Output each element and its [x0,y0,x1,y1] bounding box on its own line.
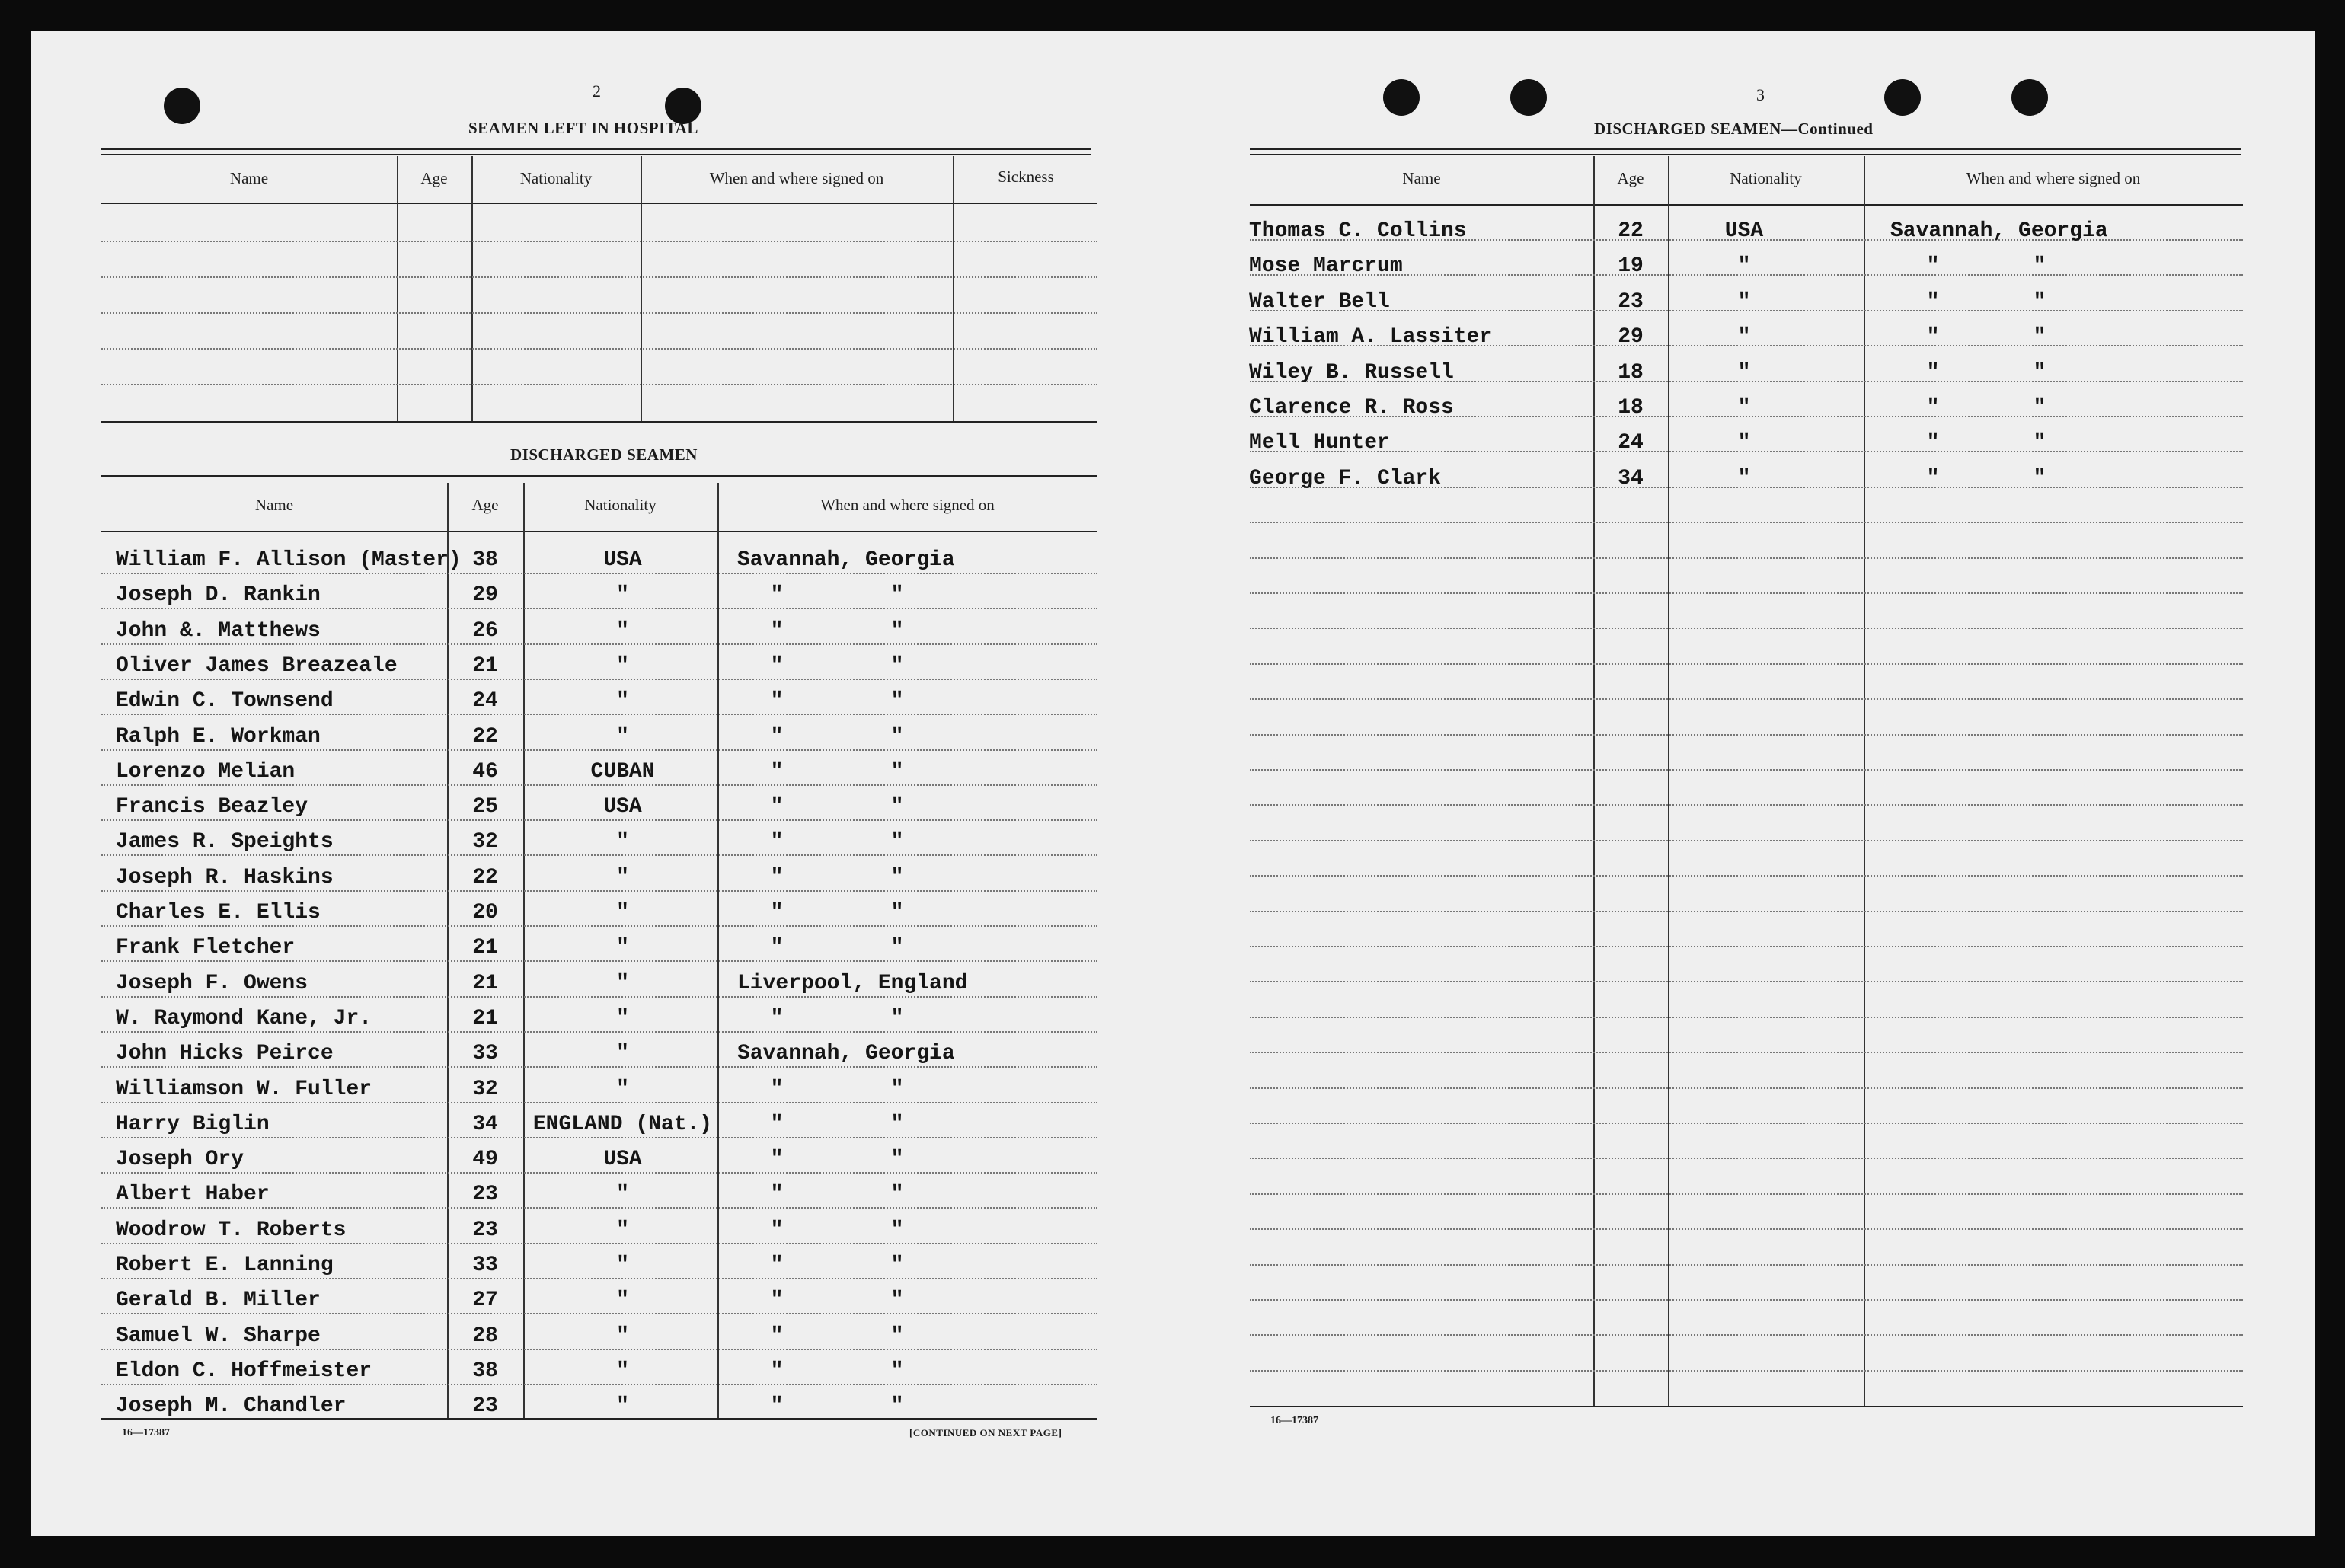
seaman-nationality: USA [1724,219,1764,243]
entry-line [1250,557,2243,559]
seaman-name: Mose Marcrum [1249,254,1403,278]
signed-on-place: " [770,654,784,678]
entry-line [1250,734,2243,736]
entry-line [101,749,1097,751]
signed-on-place: " [1926,361,1940,385]
seaman-name: Edwin C. Townsend [116,689,334,713]
signed-on-place-ditto: " [2033,290,2046,314]
entry-line [101,1243,1097,1244]
signed-on-place-ditto: " [2033,431,2046,455]
seaman-age: 18 [1618,396,1644,420]
seaman-age: 21 [472,972,498,995]
seaman-age: 33 [472,1042,498,1065]
signed-on-place-ditto: " [890,1148,904,1171]
seaman-age: 18 [1618,361,1644,385]
column-header-name: Name [254,496,294,514]
seaman-age: 25 [472,795,498,819]
signed-on-place-ditto: " [2033,467,2046,490]
entry-line [1250,875,2243,877]
entry-line [1250,1264,2243,1266]
seaman-name: Woodrow T. Roberts [116,1218,347,1242]
signed-on-place: " [770,583,784,607]
signed-on-place: " [770,936,784,960]
signed-on-place: " [770,1394,784,1418]
seaman-name: Williamson W. Fuller [116,1078,372,1101]
signed-on-place-ditto: " [890,583,904,607]
signed-on-place: " [1926,431,1940,455]
entry-line [101,1031,1097,1033]
entry-line [101,312,1097,314]
entry-line [101,925,1097,927]
title-suffix: —Continued [1781,120,1874,138]
seaman-nationality: " [616,1359,629,1383]
entry-line [1250,1299,2243,1301]
entry-line [1250,522,2243,523]
seaman-nationality: " [1737,431,1751,455]
seaman-nationality: " [1737,254,1751,278]
rule [101,421,1097,423]
signed-on-place-ditto: " [890,1253,904,1277]
signed-on-place: " [770,725,784,749]
seaman-age: 29 [1618,325,1644,349]
seaman-nationality: " [616,1042,629,1065]
seaman-age: 24 [472,689,498,713]
entry-line [101,679,1097,680]
signed-on-place: " [770,795,784,819]
seaman-nationality: " [616,830,629,854]
entry-line [1250,1370,2243,1372]
seaman-nationality: " [616,1007,629,1030]
seaman-name: Walter Bell [1249,290,1390,314]
signed-on-place: " [1926,254,1940,278]
signed-on-place-ditto: " [890,936,904,960]
seaman-age: 22 [472,866,498,889]
column-divider [953,156,954,421]
signed-on-place: " [770,1183,784,1206]
seaman-name: John &. Matthews [116,619,321,643]
entry-line [101,643,1097,645]
seaman-name: Wiley B. Russell [1249,361,1454,385]
column-header-signed-on: When and where signed on [709,169,884,187]
signed-on-place: " [770,1113,784,1136]
seaman-age: 46 [472,760,498,784]
column-header-nationality: Nationality [1730,169,1802,187]
seaman-nationality: " [616,689,629,713]
entry-line [101,784,1097,786]
seaman-nationality: " [616,1289,629,1312]
header-rule [101,531,1097,532]
seaman-name: Oliver James Breazeale [116,654,398,678]
entry-line [1250,946,2243,947]
column-divider [397,156,398,421]
seaman-name: Joseph D. Rankin [116,583,321,607]
signed-on-place: " [770,866,784,889]
entry-line [1250,1228,2243,1230]
seaman-nationality: USA [603,795,642,819]
seaman-age: 21 [472,1007,498,1030]
seaman-nationality: " [616,866,629,889]
seaman-name: Francis Beazley [116,795,308,819]
seaman-nationality: " [616,901,629,925]
signed-on-place: " [770,830,784,854]
seaman-nationality: USA [603,1148,642,1171]
seaman-name: Harry Biglin [116,1113,270,1136]
page-number: 3 [1756,85,1765,104]
entry-line [101,1278,1097,1279]
seaman-name: Mell Hunter [1249,431,1390,455]
signed-on-place-ditto: " [890,1078,904,1101]
seaman-name: Joseph F. Owens [116,972,308,995]
column-header-signed-on: When and where signed on [1966,169,2141,187]
document-sheet [31,31,2315,1536]
entry-line [1250,804,2243,806]
column-header-age: Age [471,496,499,514]
form-number: 16—17387 [122,1427,170,1439]
rule [1250,1406,2243,1407]
seaman-age: 19 [1618,254,1644,278]
entry-line [101,276,1097,278]
section-title-discharged: DISCHARGED SEAMEN [510,445,698,464]
seaman-nationality: " [616,1253,629,1277]
signed-on-place-ditto: " [890,830,904,854]
entry-line [101,573,1097,574]
entry-line [101,241,1097,242]
signed-on-place: " [770,1289,784,1312]
column-header-signed-on: When and where signed on [820,496,995,514]
seaman-age: 34 [472,1113,498,1136]
column-header-name: Name [229,169,269,187]
punch-hole [164,88,200,124]
entry-line [101,714,1097,715]
seaman-nationality: " [616,619,629,643]
entry-line [1250,1123,2243,1124]
seaman-age: 28 [472,1324,498,1348]
entry-line [1250,1052,2243,1053]
signed-on-place: " [770,619,784,643]
seaman-nationality: " [616,1394,629,1418]
seaman-nationality: " [616,1183,629,1206]
column-header-name: Name [1402,169,1441,187]
column-divider [471,156,473,421]
seaman-age: 21 [472,936,498,960]
seaman-nationality: " [1737,396,1751,420]
column-header-age: Age [1617,169,1644,187]
seaman-name: Clarence R. Ross [1249,396,1454,420]
seaman-age: 38 [472,548,498,572]
entry-line [1250,911,2243,912]
seaman-nationality: " [616,1218,629,1242]
signed-on-place-ditto: " [2033,396,2046,420]
section-title-hospital: SEAMEN LEFT IN HOSPITAL [468,119,698,137]
rule [1250,148,2241,150]
signed-on-place-ditto: " [890,1183,904,1206]
seaman-name: W. Raymond Kane, Jr. [116,1007,372,1030]
signed-on-place-ditto: " [890,1218,904,1242]
seaman-nationality: " [616,725,629,749]
header-rule [101,203,1097,204]
seaman-nationality: CUBAN [590,760,655,784]
signed-on-place-ditto: " [890,725,904,749]
seaman-age: 23 [472,1183,498,1206]
seaman-name: William F. Allison (Master) [116,548,462,572]
punch-hole [2011,79,2048,116]
entry-line [101,384,1097,385]
form-number: 16—17387 [1270,1415,1318,1426]
seaman-name: Lorenzo Melian [116,760,296,784]
seaman-age: 22 [1618,219,1644,243]
entry-line [1250,1158,2243,1159]
punch-hole [1510,79,1547,116]
continued-note: [CONTINUED ON NEXT PAGE] [909,1427,1062,1439]
seaman-name: Albert Haber [116,1183,270,1206]
signed-on-place-ditto: " [890,654,904,678]
seaman-name: Samuel W. Sharpe [116,1324,321,1348]
rule [101,148,1091,150]
entry-line [101,1137,1097,1138]
seaman-age: 32 [472,830,498,854]
column-header-sickness: Sickness [998,168,1054,186]
signed-on-place: " [1926,396,1940,420]
column-header-age: Age [420,169,448,187]
signed-on-place: " [770,1218,784,1242]
entry-line [1250,1017,2243,1018]
section-title-discharged-continued [1594,120,1873,139]
signed-on-place-ditto: " [2033,361,2046,385]
signed-on-place: " [770,901,784,925]
signed-on-place: Savannah, Georgia [1890,219,2108,243]
seaman-age: 33 [472,1253,498,1277]
signed-on-place-ditto: " [890,1394,904,1418]
signed-on-place: " [1926,467,1940,490]
entry-line [1250,1334,2243,1336]
seaman-age: 27 [472,1289,498,1312]
signed-on-place: " [770,760,784,784]
signed-on-place: " [770,1078,784,1101]
seaman-nationality: " [616,1324,629,1348]
entry-line [1250,840,2243,841]
signed-on-place-ditto: " [890,1359,904,1383]
signed-on-place-ditto: " [890,866,904,889]
signed-on-place: " [770,1007,784,1030]
signed-on-place-ditto: " [890,619,904,643]
entry-line [101,1102,1097,1103]
seaman-name: Eldon C. Hoffmeister [116,1359,372,1383]
rule [101,475,1097,477]
entry-line [1250,698,2243,700]
column-header-nationality: Nationality [519,169,593,187]
seaman-nationality: " [616,654,629,678]
signed-on-place-ditto: " [890,1113,904,1136]
entry-line [101,1207,1097,1209]
entry-line [101,890,1097,892]
entry-line [101,608,1097,609]
seaman-nationality: ENGLAND (Nat.) [532,1113,713,1136]
entry-line [101,960,1097,962]
seaman-age: 23 [472,1218,498,1242]
column-divider [641,156,642,421]
signed-on-place-ditto: " [890,795,904,819]
seaman-nationality: " [616,583,629,607]
signed-on-place-ditto: " [890,1007,904,1030]
signed-on-place: " [770,1253,784,1277]
seaman-age: 24 [1618,431,1644,455]
signed-on-place-ditto: " [2033,254,2046,278]
seaman-nationality: USA [603,548,642,572]
seaman-name: Joseph M. Chandler [116,1394,347,1418]
signed-on-place: Savannah, Georgia [737,1042,955,1065]
signed-on-place-ditto: " [890,1324,904,1348]
rule [1250,154,2241,155]
seaman-age: 34 [1618,467,1644,490]
entry-line [1250,592,2243,594]
entry-line [1250,981,2243,982]
signed-on-place: " [1926,290,1940,314]
entry-line [101,1066,1097,1068]
seaman-age: 22 [472,725,498,749]
seaman-nationality: " [1737,325,1751,349]
seaman-name: Joseph Ory [116,1148,244,1171]
entry-line [1250,628,2243,629]
seaman-name: Joseph R. Haskins [116,866,334,889]
signed-on-place: " [770,1324,784,1348]
seaman-name: Charles E. Ellis [116,901,321,925]
seaman-age: 49 [472,1148,498,1171]
signed-on-place-ditto: " [890,689,904,713]
seaman-nationality: " [1737,467,1751,490]
seaman-name: James R. Speights [116,830,334,854]
header-rule [1250,204,2243,206]
seaman-nationality: " [1737,290,1751,314]
signed-on-place: " [1926,325,1940,349]
entry-line [101,1384,1097,1385]
seaman-age: 32 [472,1078,498,1101]
entry-line [101,854,1097,856]
entry-line [1250,663,2243,665]
signed-on-place-ditto: " [890,760,904,784]
page-number: 2 [593,81,601,101]
entry-line [101,819,1097,821]
seaman-nationality: " [616,972,629,995]
rule [101,1418,1097,1420]
seaman-name: George F. Clark [1249,467,1442,490]
seaman-name: Gerald B. Miller [116,1289,321,1312]
seaman-age: 21 [472,654,498,678]
entry-line [1250,1087,2243,1089]
signed-on-place: " [770,689,784,713]
seaman-name: Thomas C. Collins [1249,219,1467,243]
signed-on-place: " [770,1148,784,1171]
punch-hole [1884,79,1921,116]
entry-line [1250,769,2243,771]
seaman-nationality: " [1737,361,1751,385]
punch-hole [1383,79,1420,116]
seaman-name: William A. Lassiter [1249,325,1493,349]
column-header-nationality: Nationality [584,496,657,514]
entry-line [101,1313,1097,1314]
seaman-name: Ralph E. Workman [116,725,321,749]
entry-line [101,996,1097,998]
column-divider [1864,156,1865,1407]
signed-on-place: " [770,1359,784,1383]
seaman-age: 29 [472,583,498,607]
entry-line [101,348,1097,350]
seaman-name: Frank Fletcher [116,936,296,960]
seaman-name: Robert E. Lanning [116,1253,334,1277]
seaman-nationality: " [616,936,629,960]
signed-on-place-ditto: " [2033,325,2046,349]
seaman-age: 23 [1618,290,1644,314]
signed-on-place: Savannah, Georgia [737,548,955,572]
signed-on-place-ditto: " [890,901,904,925]
seaman-nationality: " [616,1078,629,1101]
seaman-age: 26 [472,619,498,643]
signed-on-place: Liverpool, England [737,972,968,995]
seaman-age: 23 [472,1394,498,1418]
title-text: DISCHARGED SEAMEN [1594,120,1781,138]
entry-line [101,1349,1097,1350]
entry-line [1250,1193,2243,1195]
entry-line [101,1172,1097,1174]
seaman-age: 38 [472,1359,498,1383]
seaman-name: John Hicks Peirce [116,1042,334,1065]
rule [101,154,1091,155]
seaman-age: 20 [472,901,498,925]
signed-on-place-ditto: " [890,1289,904,1312]
